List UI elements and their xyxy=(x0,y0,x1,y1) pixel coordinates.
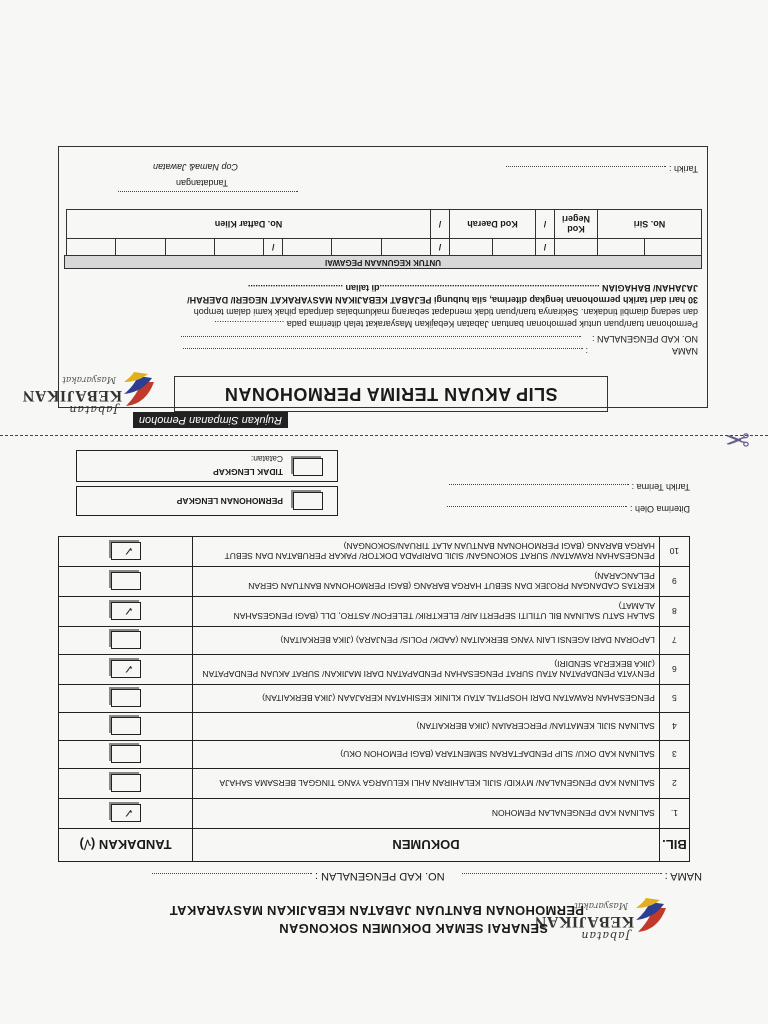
checklist-row xyxy=(59,567,690,597)
checklist-nama-row xyxy=(152,870,702,882)
row-checkbox[interactable] xyxy=(111,805,141,823)
ref-blank-cell[interactable] xyxy=(283,239,332,256)
row-checkbox[interactable] xyxy=(111,690,141,708)
ref-slash-cell: / xyxy=(536,239,555,256)
ref-blank-row xyxy=(67,239,702,256)
checkmark-icon: ✓ xyxy=(123,544,134,559)
row-document: PENGESAHAN RAWATAN/ SURAT SOKONGAN/ SIJIL DARIPADA DOKTOR/ PAKAR PERUBATAN DAN SEBUT HARGA BARANG (BAGI PERMOHONAN BANTUAN ALAT TIRUAN/SOKONGAN) xyxy=(193,537,660,567)
lengkap-label: PERMOHONAN LENGKAP xyxy=(176,496,283,506)
row-tick-cell xyxy=(59,799,193,829)
slip-nama-row: NAMA: xyxy=(183,346,698,356)
logo-line-1: Jabatan xyxy=(580,929,630,942)
row-document: PENYATA PENDAPATAN ATAU SURAT PENGESAHAN PENDAPATAN DARI MAJIKAN/ SURAT AKUAN PENDAPATAN (JIKA BEKERJA SENDIRI) xyxy=(193,655,660,685)
ref-header-row xyxy=(67,210,702,239)
slip-para-3: 30 hari dari tarikh permohonan lengkap diterima, sila hubungi PEJABAT KEBAJIKAN MASYARAKAT NEGERI/ DAERAH/ xyxy=(187,295,698,305)
slip-nama-field[interactable] xyxy=(183,348,583,349)
row-tick-cell xyxy=(59,627,193,655)
jkm-logo xyxy=(534,894,668,942)
row-document: SALINAN KAD PENGENALAN/ MYKID/ SIJIL KELAHIRAN AHLI KELUARGA YANG TINGGAL BERSAMA SAHAJA xyxy=(193,769,660,799)
checklist-row xyxy=(59,627,690,655)
checklist-row xyxy=(59,655,690,685)
row-tick-cell xyxy=(59,597,193,627)
ref-blank-cell[interactable] xyxy=(215,239,264,256)
row-document: SALINAN KAD PENGENALAN PEMOHON xyxy=(193,799,660,829)
ref-no-siri: No. Siri xyxy=(598,210,702,239)
slip-ic-row xyxy=(181,334,698,344)
row-checkbox[interactable] xyxy=(111,573,141,591)
ic-label: NO. KAD PENGENALAN : xyxy=(314,870,445,882)
row-checkbox[interactable] xyxy=(111,718,141,736)
row-tick-cell xyxy=(59,567,193,597)
slip-para-4: JAJAHAN/ BAHAGIAN ........................................................................................di talian ...................................... xyxy=(247,283,698,293)
slip-ic-field[interactable] xyxy=(181,336,581,337)
col-dokumen: DOKUMEN xyxy=(193,829,660,862)
row-number: 4 xyxy=(659,713,689,741)
slip-para-1: Permohonan tuan/puan untuk permohonan bantuan Jabatan Kebajikan Masyarakat telah diterima pada ............................ xyxy=(214,319,698,329)
tandatangan-line[interactable] xyxy=(118,191,298,192)
permohonan-lengkap-option[interactable] xyxy=(76,486,338,516)
slip-logo-line-2: KEBAJIKAN xyxy=(22,387,122,404)
row-checkbox[interactable] xyxy=(111,775,141,793)
tidak-lengkap-option[interactable] xyxy=(76,450,338,482)
diterima-oleh-label: Diterima Oleh : xyxy=(629,504,690,514)
row-document: SALINAN KAD OKU/ SLIP PENDAFTARAN SEMENTARA (BAGI PEMOHON OKU) xyxy=(193,741,660,769)
nama-label: NAMA : xyxy=(664,870,702,882)
checkmark-icon: ✓ xyxy=(123,662,134,677)
checklist-header-row xyxy=(59,829,690,862)
row-document: LAPORAN DARI AGENSI LAIN YANG BERKAITAN (AADK/ POLIS/ PENJARA) (JIKA BERKAITAN) xyxy=(193,627,660,655)
checkmark-icon: ✓ xyxy=(123,604,134,619)
slip-tarikh-label: Tarikh : xyxy=(668,164,698,174)
slip-jkm-emblem-icon xyxy=(122,372,156,412)
slip-logo-line-3: Masyarakat xyxy=(62,374,116,384)
slip-nama-label: NAMA xyxy=(671,346,698,356)
row-tick-cell xyxy=(59,685,193,713)
row-tick-cell xyxy=(59,741,193,769)
row-number: 6 xyxy=(659,655,689,685)
checklist-row xyxy=(59,769,690,799)
slip-title: SLIP AKUAN TERIMA PERMOHONAN xyxy=(174,376,608,412)
ref-slash-cell: / xyxy=(431,239,450,256)
row-document: SALAH SATU SALINAN BIL UTILITI SEPERTI AIR/ ELEKTRIK/ TELEFON/ ASTRO, DLL (BAGI PENGESAHAN ALAMAT) xyxy=(193,597,660,627)
row-number: 7 xyxy=(659,627,689,655)
ref-slash-1: / xyxy=(536,210,555,239)
row-tick-cell xyxy=(59,655,193,685)
ref-slash-cell: / xyxy=(264,239,283,256)
checkmark-icon: ✓ xyxy=(123,806,134,821)
tandatangan-label: Tandatangan xyxy=(175,178,228,188)
row-tick-cell xyxy=(59,713,193,741)
checklist-row xyxy=(59,741,690,769)
row-checkbox[interactable] xyxy=(111,603,141,621)
ref-kod-negeri: Kod Negeri xyxy=(555,210,598,239)
tidak-lengkap-checkbox[interactable] xyxy=(293,458,323,476)
lengkap-checkbox[interactable] xyxy=(293,492,323,510)
ref-slash-2: / xyxy=(431,210,450,239)
row-number: 1. xyxy=(659,799,689,829)
row-checkbox[interactable] xyxy=(111,746,141,764)
ref-blank-cell[interactable] xyxy=(555,239,598,256)
checklist-table xyxy=(58,536,690,862)
diterima-oleh-field[interactable] xyxy=(447,506,627,507)
ref-blank-cell[interactable] xyxy=(165,239,214,256)
ref-number-table xyxy=(66,209,702,256)
cut-line xyxy=(0,435,768,436)
tidak-lengkap-label: TIDAK LENGKAP xyxy=(213,467,283,477)
col-tandakan: TANDAKAN (√) xyxy=(59,829,193,862)
checklist-row xyxy=(59,597,690,627)
tarikh-terima-row xyxy=(449,482,690,492)
tarikh-terima-label: Tarikh Terima : xyxy=(631,482,690,492)
ref-kod-daerah: Kod Daerah xyxy=(450,210,536,239)
checklist-row xyxy=(59,799,690,829)
row-tick-cell xyxy=(59,769,193,799)
slip-jkm-logo xyxy=(22,368,156,416)
row-checkbox[interactable] xyxy=(111,543,141,561)
slip-tarikh-field[interactable] xyxy=(506,166,666,167)
row-number: 8 xyxy=(659,597,689,627)
diterima-oleh-row xyxy=(447,504,690,514)
ref-blank-cell[interactable] xyxy=(67,239,117,256)
row-number: 9 xyxy=(659,567,689,597)
row-number: 10 xyxy=(659,537,689,567)
ref-blank-cell[interactable] xyxy=(332,239,381,256)
row-tick-cell xyxy=(59,537,193,567)
nama-field[interactable] xyxy=(462,873,662,874)
row-document: KERTAS CADANGAN PROJEK DAN SEBUT HARGA BARANG (BAGI PERMOHONAN BANTUAN GERAN PELANCARAN) xyxy=(193,567,660,597)
jkm-emblem-icon xyxy=(634,898,668,938)
slip-tarikh-row xyxy=(506,164,698,174)
ic-field[interactable] xyxy=(152,873,312,874)
row-checkbox[interactable] xyxy=(111,632,141,650)
logo-line-3: Masyarakat xyxy=(574,900,628,910)
scissors-icon: ✂ xyxy=(724,422,750,455)
row-number: 2 xyxy=(659,769,689,799)
ref-blank-cell[interactable] xyxy=(381,239,430,256)
checklist-title-2: PERMOHONAN BANTUAN JABATAN KEBAJIKAN MASYARAKAT xyxy=(169,903,584,918)
rujukan-banner: Rujukan Simpanan Pemohon xyxy=(133,412,288,428)
col-bil: BIL. xyxy=(659,829,689,862)
row-number: 5 xyxy=(659,685,689,713)
checklist-row xyxy=(59,713,690,741)
logo-line-2: KEBAJIKAN xyxy=(534,913,634,930)
ref-blank-cell[interactable] xyxy=(598,239,645,256)
row-document: SALINAN SIJIL KEMATIAN/ PERCERAIAN (JIKA BERKAITAN) xyxy=(193,713,660,741)
ref-no-daftar-klien: No. Daftar Klien xyxy=(67,210,431,239)
row-checkbox[interactable] xyxy=(111,661,141,679)
checklist-row xyxy=(59,685,690,713)
checklist-row xyxy=(59,537,690,567)
tarikh-terima-field[interactable] xyxy=(449,484,629,485)
ref-blank-cell[interactable] xyxy=(450,239,493,256)
ref-blank-cell[interactable] xyxy=(645,239,702,256)
slip-para-2: dan sedang diambil tindakan. Sekiranya tuan/puan tidak mendapat sebarang maklumbalas daripada pihak kami dalam tempoh xyxy=(193,307,698,317)
ref-blank-cell[interactable] xyxy=(493,239,536,256)
slip-logo-line-1: Jabatan xyxy=(68,403,118,416)
ref-blank-cell[interactable] xyxy=(116,239,165,256)
catatan-label: Catatan: xyxy=(250,454,283,464)
row-number: 3 xyxy=(659,741,689,769)
cop-label: Cop Nama& Jawatan xyxy=(152,162,238,172)
slip-ic-label: NO. KAD PENGENALAN : xyxy=(591,334,698,344)
untuk-kegunaan-pegawai: UNTUK KEGUNAAN PEGAWAI xyxy=(64,255,702,269)
row-document: PENGESAHAN RAWATAN DARI HOSPITAL ATAU KLINIK KESIHATAN KERAJAAN (JIKA BERKAITAN) xyxy=(193,685,660,713)
checklist-title-1: SENARAI SEMAK DOKUMEN SOKONGAN xyxy=(278,921,548,936)
